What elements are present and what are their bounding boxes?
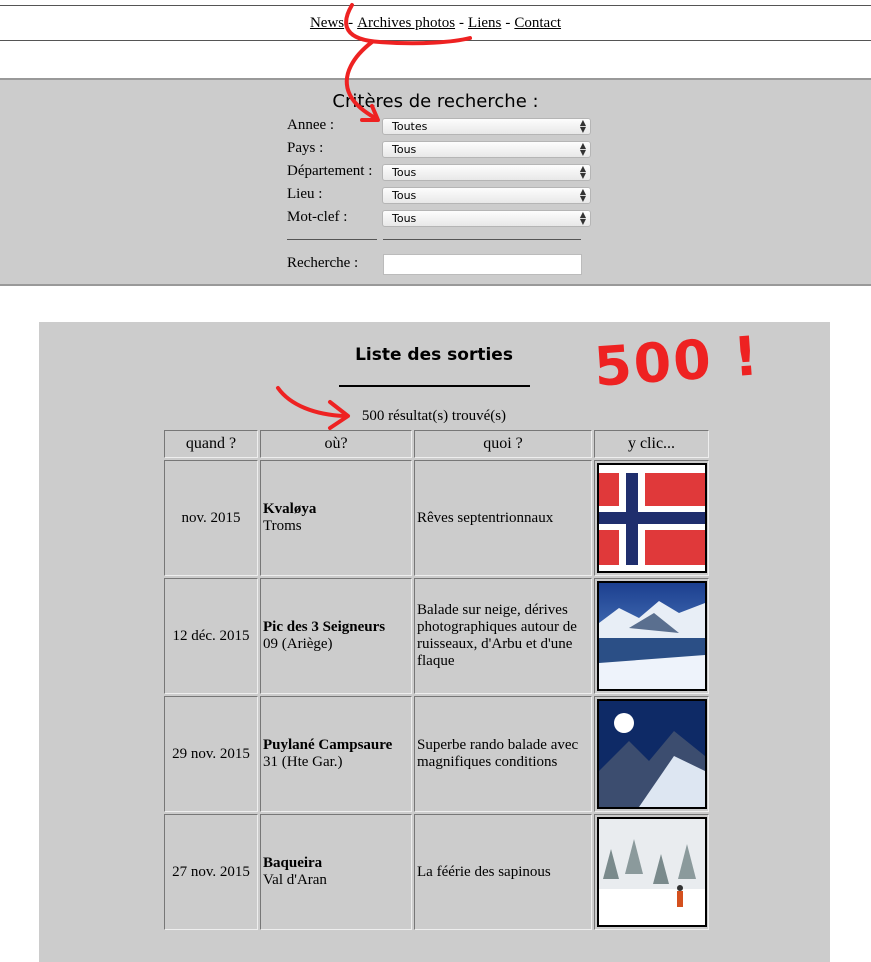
select-value: Tous (392, 166, 417, 179)
results-title: Liste des sorties (355, 345, 513, 365)
row-thumbnail-cell (594, 578, 709, 694)
region-name: Troms (263, 518, 302, 534)
filter-label: Département : (287, 163, 373, 179)
select-arrows-icon: ▲ ▼ (579, 118, 586, 134)
table-row (164, 696, 709, 812)
filter-label: Annee : (287, 117, 335, 133)
row-location (260, 578, 412, 694)
annee-select[interactable] (382, 118, 591, 135)
nav-separator: - (459, 15, 465, 31)
row-date: 12 déc. 2015 (164, 578, 258, 694)
select-arrows-icon: ▲ ▼ (579, 187, 586, 203)
divider (383, 239, 581, 240)
table-row (164, 814, 709, 930)
search-panel (0, 78, 871, 286)
results-table (162, 428, 711, 932)
results-count: 500 résultat(s) trouvé(s) (361, 408, 507, 424)
results-panel (39, 322, 830, 962)
column-header-ou: où? (260, 430, 412, 458)
row-location (260, 696, 412, 812)
norway-flag-thumbnail[interactable] (597, 463, 707, 573)
region-name: 31 (Hte Gar.) (263, 754, 343, 770)
snowy-forest-skier-thumbnail[interactable] (597, 817, 707, 927)
column-header-y-clic: y clic... (594, 430, 709, 458)
select-value: Tous (392, 143, 417, 156)
table-row (164, 460, 709, 576)
table-header-row (164, 430, 709, 458)
row-date: nov. 2015 (164, 460, 258, 576)
place-name: Puylané Campsaure (263, 737, 393, 753)
filter-label: Lieu : (287, 186, 323, 202)
frozen-lake-thumbnail[interactable] (597, 581, 707, 691)
table-row (164, 578, 709, 694)
mot-clef-select[interactable] (382, 210, 591, 227)
lieu-select[interactable] (382, 187, 591, 204)
nav-separator: - (505, 15, 511, 31)
row-description: Superbe rando balade avec magnifiques conditions (414, 696, 592, 812)
row-date: 27 nov. 2015 (164, 814, 258, 930)
select-arrows-icon: ▲ ▼ (579, 164, 586, 180)
row-description: Rêves septentrionnaux (414, 460, 592, 576)
column-header-quoi: quoi ? (414, 430, 592, 458)
divider (287, 239, 377, 240)
handwritten-500-annotation: 500 ! (592, 324, 763, 399)
top-nav (0, 5, 871, 41)
select-value: Tous (392, 189, 417, 202)
text-search-label: Recherche : (287, 255, 359, 271)
nav-link-contact[interactable]: Contact (514, 15, 562, 31)
row-location (260, 814, 412, 930)
pays-select[interactable] (382, 141, 591, 158)
nav-link-news[interactable]: News (309, 15, 345, 31)
search-text-input[interactable] (383, 254, 582, 275)
row-description: Balade sur neige, dérives photographiques autour de ruisseaux, d'Arbu et d'une flaque (414, 578, 592, 694)
select-arrows-icon: ▲ ▼ (579, 141, 586, 157)
region-name: 09 (Ariège) (263, 636, 333, 652)
row-thumbnail-cell (594, 814, 709, 930)
departement-select[interactable] (382, 164, 591, 181)
select-value: Toutes (392, 120, 428, 133)
row-location (260, 460, 412, 576)
nav-link-liens[interactable]: Liens (468, 15, 502, 31)
column-header-quand: quand ? (164, 430, 258, 458)
filter-label: Mot-clef : (287, 209, 348, 225)
nav-link-archives-photos[interactable]: Archives photos (357, 15, 456, 31)
sunny-mountain-thumbnail[interactable] (597, 699, 707, 809)
search-title: Critères de recherche : (332, 91, 539, 112)
nav-separator: - (348, 15, 354, 31)
row-thumbnail-cell (594, 696, 709, 812)
place-name: Kvaløya (263, 501, 317, 517)
place-name: Baqueira (263, 855, 323, 871)
title-underline (339, 385, 530, 387)
row-thumbnail-cell (594, 460, 709, 576)
select-value: Tous (392, 212, 417, 225)
select-arrows-icon: ▲ ▼ (579, 210, 586, 226)
place-name: Pic des 3 Seigneurs (263, 619, 386, 635)
row-date: 29 nov. 2015 (164, 696, 258, 812)
filter-label: Pays : (287, 140, 324, 156)
row-description: La féérie des sapinous (414, 814, 592, 930)
region-name: Val d'Aran (263, 872, 327, 888)
